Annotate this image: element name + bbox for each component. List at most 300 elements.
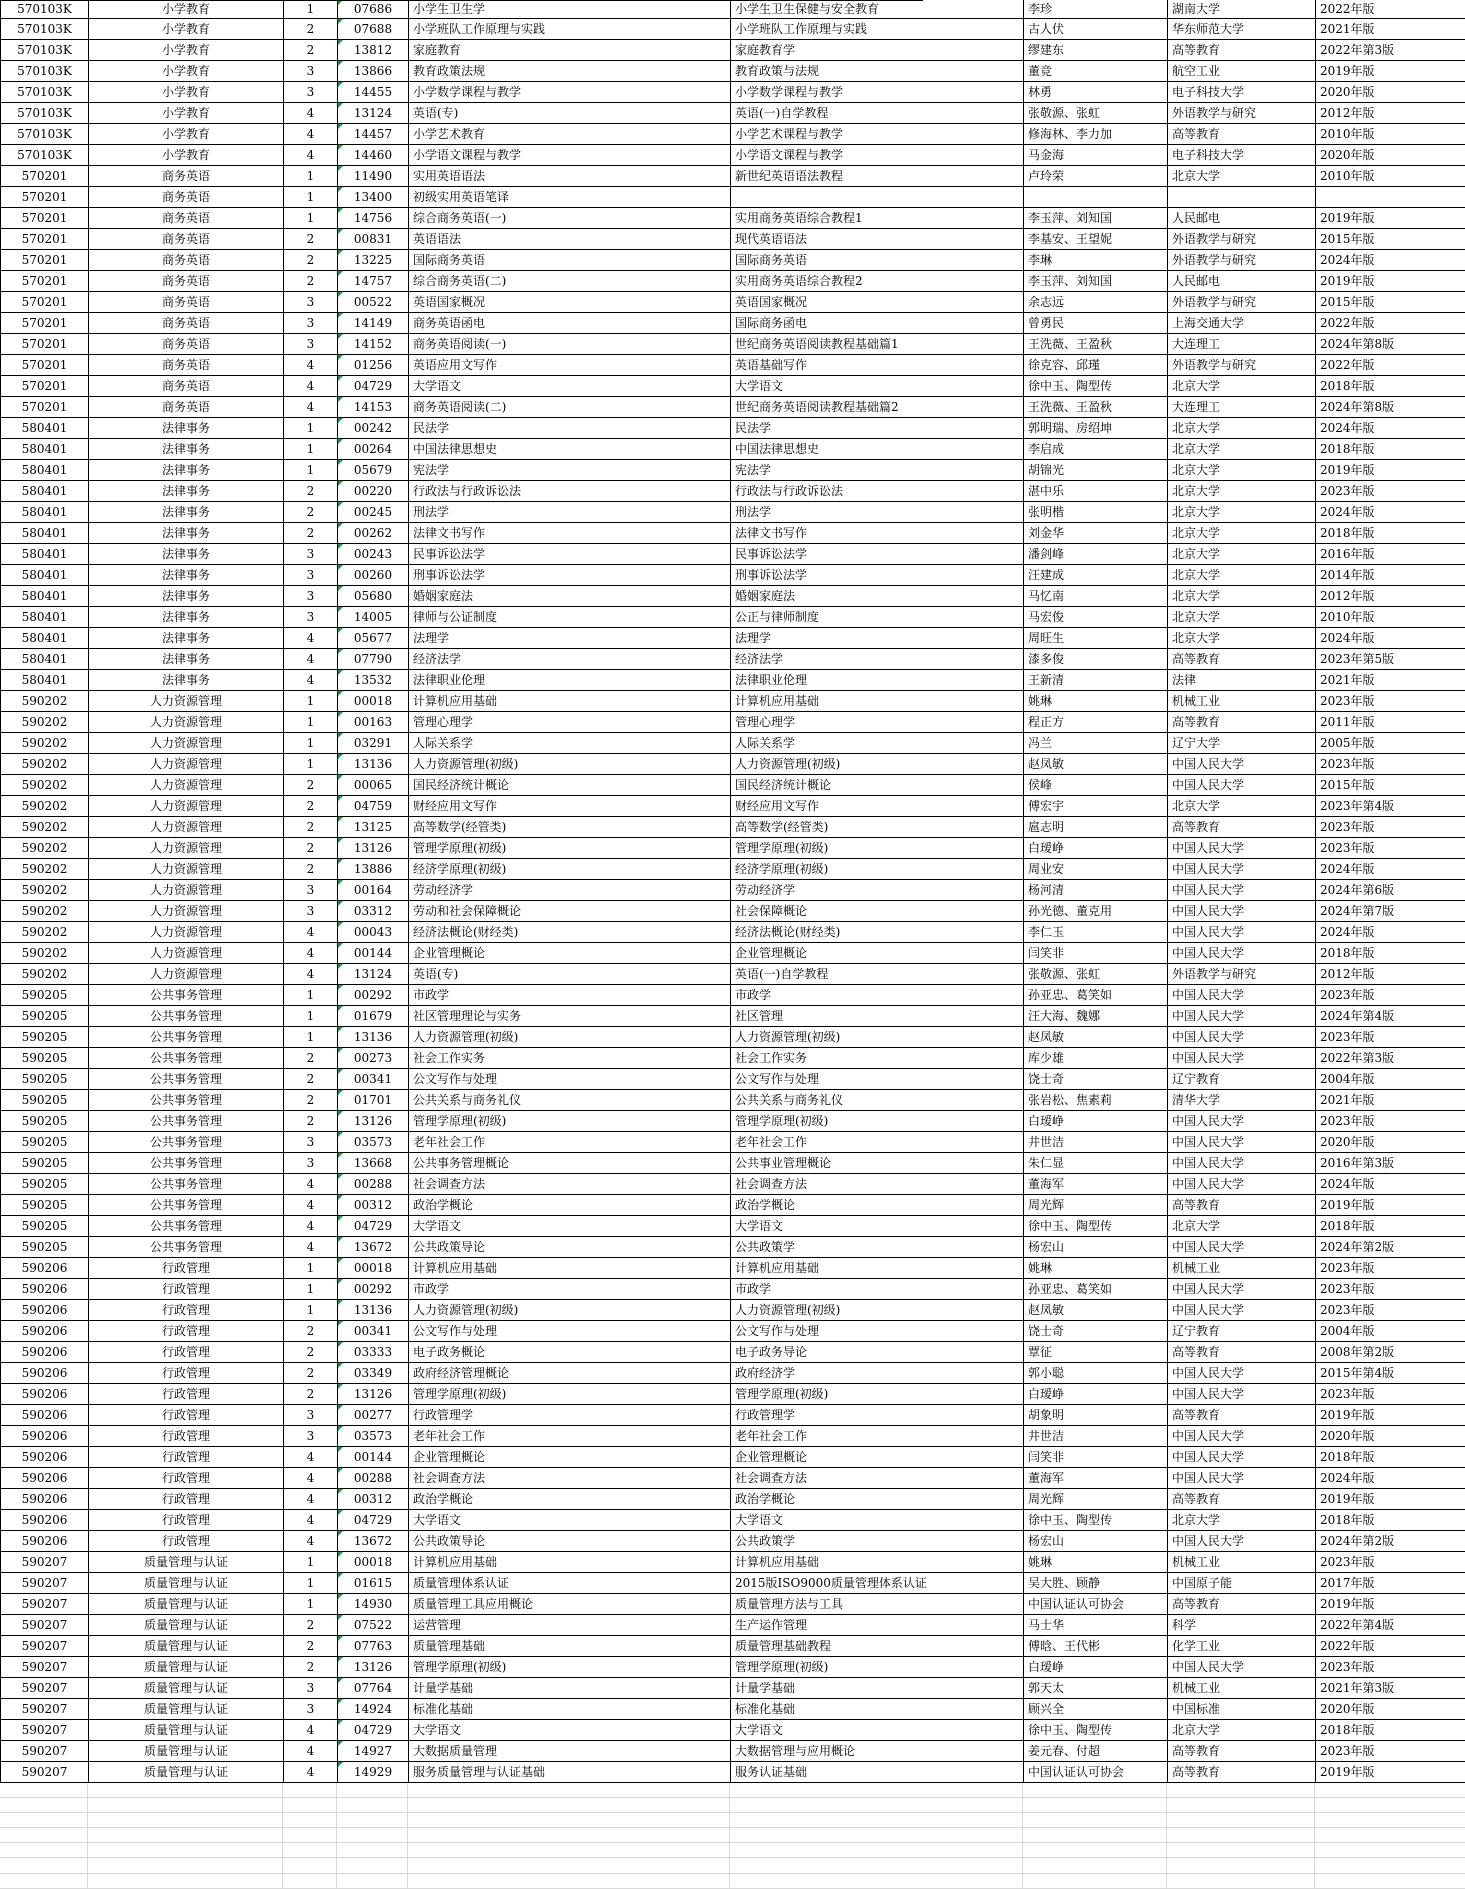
publisher-cell[interactable]: 高等教育 (1168, 124, 1316, 145)
textbook-cell[interactable]: 大数据管理与应用概论 (731, 1741, 1024, 1762)
edition-cell[interactable]: 2018年版 (1316, 523, 1465, 544)
course-name-cell[interactable]: 民事诉讼法学 (409, 544, 731, 565)
course-name-cell[interactable]: 刑事诉讼法学 (409, 565, 731, 586)
author-cell[interactable]: 孙光德、董克用 (1024, 901, 1168, 922)
textbook-cell[interactable]: 大学语文 (731, 1510, 1024, 1531)
empty-cell[interactable] (283, 1813, 337, 1828)
edition-cell[interactable]: 2023年第4版 (1316, 796, 1465, 817)
major-code-cell[interactable]: 570103K (1, 19, 89, 40)
author-cell[interactable]: 张岩松、焦素莉 (1024, 1090, 1168, 1111)
empty-cell[interactable] (0, 1874, 88, 1889)
course-code-cell[interactable]: 14152 (338, 334, 409, 355)
edition-cell[interactable]: 2024年版 (1316, 1468, 1465, 1489)
publisher-cell[interactable]: 北京大学 (1168, 628, 1316, 649)
textbook-cell[interactable]: 企业管理概论 (731, 943, 1024, 964)
term-cell[interactable]: 4 (284, 1741, 338, 1762)
publisher-cell[interactable]: 大连理工 (1168, 334, 1316, 355)
textbook-cell[interactable]: 公共关系与商务礼仪 (731, 1090, 1024, 1111)
textbook-cell[interactable]: 电子政务导论 (731, 1342, 1024, 1363)
major-name-cell[interactable]: 公共事务管理 (89, 1153, 284, 1174)
course-code-cell[interactable]: 05679 (338, 460, 409, 481)
textbook-cell[interactable]: 行政法与行政诉讼法 (731, 481, 1024, 502)
term-cell[interactable]: 2 (284, 1048, 338, 1069)
major-code-cell[interactable]: 580401 (1, 544, 89, 565)
author-cell[interactable]: 白瑷峥 (1024, 1657, 1168, 1678)
author-cell[interactable]: 马忆南 (1024, 586, 1168, 607)
major-name-cell[interactable]: 质量管理与认证 (89, 1573, 284, 1594)
publisher-cell[interactable]: 北京大学 (1168, 1216, 1316, 1237)
major-code-cell[interactable]: 590206 (1, 1300, 89, 1321)
author-cell[interactable]: 潘剑峰 (1024, 544, 1168, 565)
course-name-cell[interactable]: 综合商务英语(二) (409, 271, 731, 292)
edition-cell[interactable]: 2008年第2版 (1316, 1342, 1465, 1363)
term-cell[interactable]: 1 (284, 0, 338, 19)
textbook-cell[interactable]: 小学艺术课程与教学 (731, 124, 1024, 145)
major-name-cell[interactable]: 商务英语 (89, 250, 284, 271)
publisher-cell[interactable]: 高等教育 (1168, 1489, 1316, 1510)
major-code-cell[interactable]: 590206 (1, 1321, 89, 1342)
author-cell[interactable]: 李启成 (1024, 439, 1168, 460)
course-name-cell[interactable]: 小学数学课程与教学 (409, 82, 731, 103)
author-cell[interactable]: 周旺生 (1024, 628, 1168, 649)
publisher-cell[interactable]: 北京大学 (1168, 481, 1316, 502)
major-code-cell[interactable]: 590206 (1, 1384, 89, 1405)
edition-cell[interactable]: 2023年版 (1316, 481, 1465, 502)
major-code-cell[interactable]: 590206 (1, 1510, 89, 1531)
course-code-cell[interactable]: 11490 (338, 166, 409, 187)
publisher-cell[interactable]: 辽宁大学 (1168, 733, 1316, 754)
term-cell[interactable]: 4 (284, 103, 338, 124)
empty-cell[interactable] (0, 1843, 88, 1858)
empty-cell[interactable] (1315, 1874, 1465, 1889)
course-name-cell[interactable]: 社会调查方法 (409, 1174, 731, 1195)
course-code-cell[interactable]: 00245 (338, 502, 409, 523)
author-cell[interactable]: 马士华 (1024, 1615, 1168, 1636)
textbook-cell[interactable]: 社会工作实务 (731, 1048, 1024, 1069)
course-name-cell[interactable]: 大学语文 (409, 1216, 731, 1237)
textbook-cell[interactable]: 刑法学 (731, 502, 1024, 523)
textbook-cell[interactable]: 大学语文 (731, 1216, 1024, 1237)
major-name-cell[interactable]: 法律事务 (89, 481, 284, 502)
major-code-cell[interactable]: 570201 (1, 376, 89, 397)
edition-cell[interactable]: 2023年版 (1316, 1300, 1465, 1321)
empty-cell[interactable] (1315, 1783, 1465, 1798)
term-cell[interactable]: 2 (284, 1342, 338, 1363)
course-name-cell[interactable]: 老年社会工作 (409, 1132, 731, 1153)
major-name-cell[interactable]: 行政管理 (89, 1426, 284, 1447)
publisher-cell[interactable]: 中国人民大学 (1168, 1363, 1316, 1384)
empty-cell[interactable] (1023, 1828, 1167, 1843)
course-name-cell[interactable]: 英语国家概况 (409, 292, 731, 313)
textbook-cell[interactable]: 政治学概论 (731, 1195, 1024, 1216)
course-code-cell[interactable]: 13126 (338, 1111, 409, 1132)
major-name-cell[interactable]: 法律事务 (89, 544, 284, 565)
course-code-cell[interactable]: 13126 (338, 838, 409, 859)
publisher-cell[interactable]: 高等教育 (1168, 1405, 1316, 1426)
edition-cell[interactable]: 2019年版 (1316, 271, 1465, 292)
major-code-cell[interactable]: 590206 (1, 1342, 89, 1363)
major-name-cell[interactable]: 公共事务管理 (89, 1069, 284, 1090)
major-name-cell[interactable]: 行政管理 (89, 1510, 284, 1531)
publisher-cell[interactable]: 中国人民大学 (1168, 985, 1316, 1006)
term-cell[interactable]: 2 (284, 817, 338, 838)
course-name-cell[interactable]: 经济学原理(初级) (409, 859, 731, 880)
major-code-cell[interactable]: 590202 (1, 964, 89, 985)
major-code-cell[interactable]: 590202 (1, 901, 89, 922)
course-code-cell[interactable]: 13812 (338, 40, 409, 61)
edition-cell[interactable]: 2024年第4版 (1316, 1006, 1465, 1027)
course-name-cell[interactable]: 英语(专) (409, 964, 731, 985)
course-code-cell[interactable]: 13886 (338, 859, 409, 880)
course-code-cell[interactable]: 00831 (338, 229, 409, 250)
major-name-cell[interactable]: 商务英语 (89, 397, 284, 418)
major-name-cell[interactable]: 商务英语 (89, 187, 284, 208)
major-name-cell[interactable]: 公共事务管理 (89, 1216, 284, 1237)
author-cell[interactable]: 李玉萍、刘知国 (1024, 271, 1168, 292)
publisher-cell[interactable]: 中国人民大学 (1168, 1153, 1316, 1174)
major-name-cell[interactable]: 质量管理与认证 (89, 1699, 284, 1720)
term-cell[interactable]: 4 (284, 1468, 338, 1489)
major-code-cell[interactable]: 580401 (1, 418, 89, 439)
author-cell[interactable]: 姚琳 (1024, 1552, 1168, 1573)
author-cell[interactable]: 覃征 (1024, 1342, 1168, 1363)
textbook-cell[interactable]: 家庭教育学 (731, 40, 1024, 61)
edition-cell[interactable]: 2023年版 (1316, 985, 1465, 1006)
textbook-cell[interactable]: 2015版ISO9000质量管理体系认证 (731, 1573, 1024, 1594)
term-cell[interactable]: 3 (284, 1153, 338, 1174)
edition-cell[interactable]: 2022年第4版 (1316, 1615, 1465, 1636)
publisher-cell[interactable]: 高等教育 (1168, 1195, 1316, 1216)
textbook-cell[interactable]: 刑事诉讼法学 (731, 565, 1024, 586)
publisher-cell[interactable]: 中国人民大学 (1168, 922, 1316, 943)
textbook-cell[interactable]: 婚姻家庭法 (731, 586, 1024, 607)
textbook-cell[interactable]: 政治学概论 (731, 1489, 1024, 1510)
publisher-cell[interactable]: 外语教学与研究 (1168, 964, 1316, 985)
publisher-cell[interactable]: 中国人民大学 (1168, 1048, 1316, 1069)
publisher-cell[interactable]: 高等教育 (1168, 1594, 1316, 1615)
author-cell[interactable]: 程正方 (1024, 712, 1168, 733)
empty-cell[interactable] (283, 1783, 337, 1798)
course-code-cell[interactable]: 13136 (338, 754, 409, 775)
edition-cell[interactable]: 2019年版 (1316, 61, 1465, 82)
edition-cell[interactable]: 2019年版 (1316, 460, 1465, 481)
course-name-cell[interactable]: 国民经济统计概论 (409, 775, 731, 796)
course-code-cell[interactable]: 07686 (338, 0, 409, 19)
empty-cell[interactable] (730, 1858, 1023, 1873)
empty-cell[interactable] (730, 1783, 1023, 1798)
author-cell[interactable]: 徐克容、邱瑾 (1024, 355, 1168, 376)
term-cell[interactable]: 3 (284, 586, 338, 607)
term-cell[interactable]: 2 (284, 775, 338, 796)
textbook-cell[interactable]: 国际商务函电 (731, 313, 1024, 334)
publisher-cell[interactable]: 中国人民大学 (1168, 775, 1316, 796)
textbook-cell[interactable]: 社会调查方法 (731, 1174, 1024, 1195)
major-name-cell[interactable]: 质量管理与认证 (89, 1720, 284, 1741)
edition-cell[interactable]: 2014年版 (1316, 565, 1465, 586)
course-code-cell[interactable]: 00144 (338, 1447, 409, 1468)
term-cell[interactable]: 2 (284, 796, 338, 817)
major-code-cell[interactable]: 570201 (1, 208, 89, 229)
textbook-cell[interactable]: 质量管理基础教程 (731, 1636, 1024, 1657)
major-code-cell[interactable]: 590205 (1, 1237, 89, 1258)
edition-cell[interactable]: 2023年版 (1316, 1552, 1465, 1573)
major-code-cell[interactable]: 590207 (1, 1552, 89, 1573)
publisher-cell[interactable]: 外语教学与研究 (1168, 229, 1316, 250)
publisher-cell[interactable]: 机械工业 (1168, 1678, 1316, 1699)
course-code-cell[interactable]: 00018 (338, 1258, 409, 1279)
major-name-cell[interactable]: 人力资源管理 (89, 838, 284, 859)
publisher-cell[interactable]: 北京大学 (1168, 544, 1316, 565)
major-name-cell[interactable]: 质量管理与认证 (89, 1657, 284, 1678)
major-name-cell[interactable]: 行政管理 (89, 1384, 284, 1405)
term-cell[interactable]: 4 (284, 355, 338, 376)
course-code-cell[interactable]: 03312 (338, 901, 409, 922)
empty-cell[interactable] (1315, 1858, 1465, 1873)
term-cell[interactable]: 3 (284, 82, 338, 103)
major-code-cell[interactable]: 590202 (1, 712, 89, 733)
edition-cell[interactable]: 2019年版 (1316, 1594, 1465, 1615)
textbook-cell[interactable]: 法理学 (731, 628, 1024, 649)
major-code-cell[interactable]: 570103K (1, 145, 89, 166)
author-cell[interactable]: 侯峰 (1024, 775, 1168, 796)
author-cell[interactable]: 卢玲荣 (1024, 166, 1168, 187)
author-cell[interactable]: 漆多俊 (1024, 649, 1168, 670)
course-name-cell[interactable]: 大学语文 (409, 1510, 731, 1531)
edition-cell[interactable]: 2024年版 (1316, 250, 1465, 271)
course-code-cell[interactable]: 05680 (338, 586, 409, 607)
term-cell[interactable]: 3 (284, 901, 338, 922)
edition-cell[interactable]: 2023年版 (1316, 1111, 1465, 1132)
publisher-cell[interactable]: 中国人民大学 (1168, 1132, 1316, 1153)
major-name-cell[interactable]: 公共事务管理 (89, 1006, 284, 1027)
course-name-cell[interactable]: 国际商务英语 (409, 250, 731, 271)
course-code-cell[interactable]: 00288 (338, 1174, 409, 1195)
major-code-cell[interactable]: 590206 (1, 1258, 89, 1279)
publisher-cell[interactable]: 上海交通大学 (1168, 313, 1316, 334)
major-code-cell[interactable]: 590206 (1, 1405, 89, 1426)
course-code-cell[interactable]: 01615 (338, 1573, 409, 1594)
empty-cell[interactable] (1167, 1798, 1315, 1813)
edition-cell[interactable]: 2010年版 (1316, 607, 1465, 628)
publisher-cell[interactable]: 北京大学 (1168, 565, 1316, 586)
course-code-cell[interactable]: 13126 (338, 1657, 409, 1678)
edition-cell[interactable]: 2020年版 (1316, 1426, 1465, 1447)
edition-cell[interactable]: 2023年版 (1316, 754, 1465, 775)
course-code-cell[interactable]: 07790 (338, 649, 409, 670)
publisher-cell[interactable]: 辽宁教育 (1168, 1069, 1316, 1090)
edition-cell[interactable]: 2005年版 (1316, 733, 1465, 754)
course-code-cell[interactable]: 00242 (338, 418, 409, 439)
course-code-cell[interactable]: 00260 (338, 565, 409, 586)
term-cell[interactable]: 4 (284, 1237, 338, 1258)
author-cell[interactable]: 杨河清 (1024, 880, 1168, 901)
textbook-cell[interactable]: 管理学原理(初级) (731, 1111, 1024, 1132)
author-cell[interactable]: 周光辉 (1024, 1195, 1168, 1216)
author-cell[interactable]: 董海军 (1024, 1174, 1168, 1195)
empty-cell[interactable] (0, 1798, 88, 1813)
empty-cell[interactable] (337, 1874, 408, 1889)
edition-cell[interactable]: 2021年版 (1316, 19, 1465, 40)
empty-cell[interactable] (1167, 1874, 1315, 1889)
course-code-cell[interactable]: 04759 (338, 796, 409, 817)
term-cell[interactable]: 3 (284, 607, 338, 628)
major-code-cell[interactable]: 590205 (1, 1153, 89, 1174)
textbook-cell[interactable]: 公共政策学 (731, 1237, 1024, 1258)
major-code-cell[interactable]: 590202 (1, 817, 89, 838)
publisher-cell[interactable]: 北京大学 (1168, 796, 1316, 817)
publisher-cell[interactable]: 高等教育 (1168, 649, 1316, 670)
empty-cell[interactable] (283, 1874, 337, 1889)
textbook-cell[interactable]: 公文写作与处理 (731, 1069, 1024, 1090)
term-cell[interactable]: 1 (284, 418, 338, 439)
edition-cell[interactable]: 2018年版 (1316, 1216, 1465, 1237)
term-cell[interactable]: 2 (284, 1657, 338, 1678)
edition-cell[interactable]: 2018年版 (1316, 943, 1465, 964)
edition-cell[interactable]: 2017年版 (1316, 1573, 1465, 1594)
course-name-cell[interactable]: 政治学概论 (409, 1489, 731, 1510)
publisher-cell[interactable]: 外语教学与研究 (1168, 292, 1316, 313)
major-code-cell[interactable]: 570103K (1, 0, 89, 19)
author-cell[interactable]: 胡锦光 (1024, 460, 1168, 481)
term-cell[interactable]: 2 (284, 19, 338, 40)
author-cell[interactable]: 井世洁 (1024, 1132, 1168, 1153)
term-cell[interactable]: 1 (284, 1300, 338, 1321)
course-code-cell[interactable]: 01679 (338, 1006, 409, 1027)
textbook-cell[interactable]: 国民经济统计概论 (731, 775, 1024, 796)
course-name-cell[interactable]: 小学语文课程与教学 (409, 145, 731, 166)
edition-cell[interactable]: 2018年版 (1316, 1447, 1465, 1468)
major-name-cell[interactable]: 小学教育 (89, 0, 284, 19)
empty-cell[interactable] (408, 1783, 730, 1798)
empty-cell[interactable] (1167, 1813, 1315, 1828)
major-code-cell[interactable]: 590205 (1, 1027, 89, 1048)
empty-cell[interactable] (88, 1798, 283, 1813)
course-name-cell[interactable]: 公共政策导论 (409, 1531, 731, 1552)
major-name-cell[interactable]: 人力资源管理 (89, 796, 284, 817)
author-cell[interactable]: 汪大海、魏娜 (1024, 1006, 1168, 1027)
major-name-cell[interactable]: 质量管理与认证 (89, 1678, 284, 1699)
major-code-cell[interactable]: 590207 (1, 1594, 89, 1615)
author-cell[interactable]: 李仁玉 (1024, 922, 1168, 943)
publisher-cell[interactable]: 外语教学与研究 (1168, 250, 1316, 271)
major-code-cell[interactable]: 590207 (1, 1615, 89, 1636)
empty-cell[interactable] (408, 1828, 730, 1843)
course-name-cell[interactable]: 公共事务管理概论 (409, 1153, 731, 1174)
term-cell[interactable]: 3 (284, 880, 338, 901)
author-cell[interactable]: 汪建成 (1024, 565, 1168, 586)
empty-cell[interactable] (1023, 1858, 1167, 1873)
empty-cell[interactable] (337, 1843, 408, 1858)
major-code-cell[interactable]: 570103K (1, 82, 89, 103)
textbook-cell[interactable]: 市政学 (731, 1279, 1024, 1300)
edition-cell[interactable]: 2023年版 (1316, 838, 1465, 859)
course-code-cell[interactable]: 04729 (338, 376, 409, 397)
major-name-cell[interactable]: 行政管理 (89, 1342, 284, 1363)
major-name-cell[interactable]: 质量管理与认证 (89, 1762, 284, 1783)
major-name-cell[interactable]: 商务英语 (89, 166, 284, 187)
course-name-cell[interactable]: 行政法与行政诉讼法 (409, 481, 731, 502)
course-name-cell[interactable]: 劳动经济学 (409, 880, 731, 901)
textbook-cell[interactable]: 经济法概论(财经类) (731, 922, 1024, 943)
major-name-cell[interactable]: 公共事务管理 (89, 1195, 284, 1216)
term-cell[interactable]: 1 (284, 1258, 338, 1279)
author-cell[interactable]: 井世洁 (1024, 1426, 1168, 1447)
textbook-cell[interactable]: 老年社会工作 (731, 1426, 1024, 1447)
edition-cell[interactable]: 2024年第7版 (1316, 901, 1465, 922)
term-cell[interactable]: 4 (284, 1762, 338, 1783)
term-cell[interactable]: 1 (284, 1552, 338, 1573)
textbook-cell[interactable]: 英语(一)自学教程 (731, 964, 1024, 985)
author-cell[interactable]: 徐中玉、陶型传 (1024, 1510, 1168, 1531)
term-cell[interactable]: 3 (284, 565, 338, 586)
major-code-cell[interactable]: 590202 (1, 733, 89, 754)
course-name-cell[interactable]: 公共政策导论 (409, 1237, 731, 1258)
course-code-cell[interactable]: 00292 (338, 985, 409, 1006)
course-name-cell[interactable]: 社会工作实务 (409, 1048, 731, 1069)
edition-cell[interactable]: 2023年版 (1316, 1657, 1465, 1678)
term-cell[interactable]: 4 (284, 670, 338, 691)
author-cell[interactable]: 王洗薇、王盈秋 (1024, 397, 1168, 418)
term-cell[interactable]: 1 (284, 1594, 338, 1615)
major-code-cell[interactable]: 590206 (1, 1426, 89, 1447)
empty-cell[interactable] (337, 1798, 408, 1813)
major-code-cell[interactable]: 580401 (1, 481, 89, 502)
major-name-cell[interactable]: 行政管理 (89, 1300, 284, 1321)
term-cell[interactable]: 4 (284, 1489, 338, 1510)
term-cell[interactable]: 2 (284, 838, 338, 859)
textbook-cell[interactable]: 政府经济学 (731, 1363, 1024, 1384)
major-name-cell[interactable]: 公共事务管理 (89, 1174, 284, 1195)
major-name-cell[interactable]: 行政管理 (89, 1258, 284, 1279)
publisher-cell[interactable]: 中国标准 (1168, 1699, 1316, 1720)
term-cell[interactable]: 4 (284, 124, 338, 145)
course-code-cell[interactable]: 00018 (338, 691, 409, 712)
author-cell[interactable]: 姚琳 (1024, 691, 1168, 712)
course-name-cell[interactable]: 公文写作与处理 (409, 1321, 731, 1342)
major-name-cell[interactable]: 法律事务 (89, 460, 284, 481)
course-code-cell[interactable]: 00220 (338, 481, 409, 502)
course-name-cell[interactable]: 英语(专) (409, 103, 731, 124)
textbook-cell[interactable]: 社会调查方法 (731, 1468, 1024, 1489)
term-cell[interactable]: 2 (284, 481, 338, 502)
major-code-cell[interactable]: 590207 (1, 1762, 89, 1783)
major-name-cell[interactable]: 人力资源管理 (89, 754, 284, 775)
author-cell[interactable]: 王新清 (1024, 670, 1168, 691)
major-code-cell[interactable]: 580401 (1, 523, 89, 544)
author-cell[interactable]: 白瑷峥 (1024, 1111, 1168, 1132)
author-cell[interactable]: 张明楷 (1024, 502, 1168, 523)
major-code-cell[interactable]: 570201 (1, 166, 89, 187)
empty-cell[interactable] (1315, 1798, 1465, 1813)
course-name-cell[interactable]: 计量学基础 (409, 1678, 731, 1699)
course-name-cell[interactable]: 老年社会工作 (409, 1426, 731, 1447)
course-code-cell[interactable]: 00043 (338, 922, 409, 943)
author-cell[interactable]: 杨宏山 (1024, 1531, 1168, 1552)
major-code-cell[interactable]: 590206 (1, 1363, 89, 1384)
publisher-cell[interactable]: 中国人民大学 (1168, 1279, 1316, 1300)
major-code-cell[interactable]: 590205 (1, 1006, 89, 1027)
edition-cell[interactable]: 2012年版 (1316, 586, 1465, 607)
course-code-cell[interactable]: 07522 (338, 1615, 409, 1636)
course-name-cell[interactable]: 市政学 (409, 985, 731, 1006)
term-cell[interactable]: 3 (284, 1678, 338, 1699)
term-cell[interactable]: 3 (284, 544, 338, 565)
course-name-cell[interactable]: 人力资源管理(初级) (409, 1300, 731, 1321)
publisher-cell[interactable]: 人民邮电 (1168, 208, 1316, 229)
textbook-cell[interactable]: 社区管理 (731, 1006, 1024, 1027)
major-name-cell[interactable]: 小学教育 (89, 103, 284, 124)
author-cell[interactable]: 傅宏宇 (1024, 796, 1168, 817)
